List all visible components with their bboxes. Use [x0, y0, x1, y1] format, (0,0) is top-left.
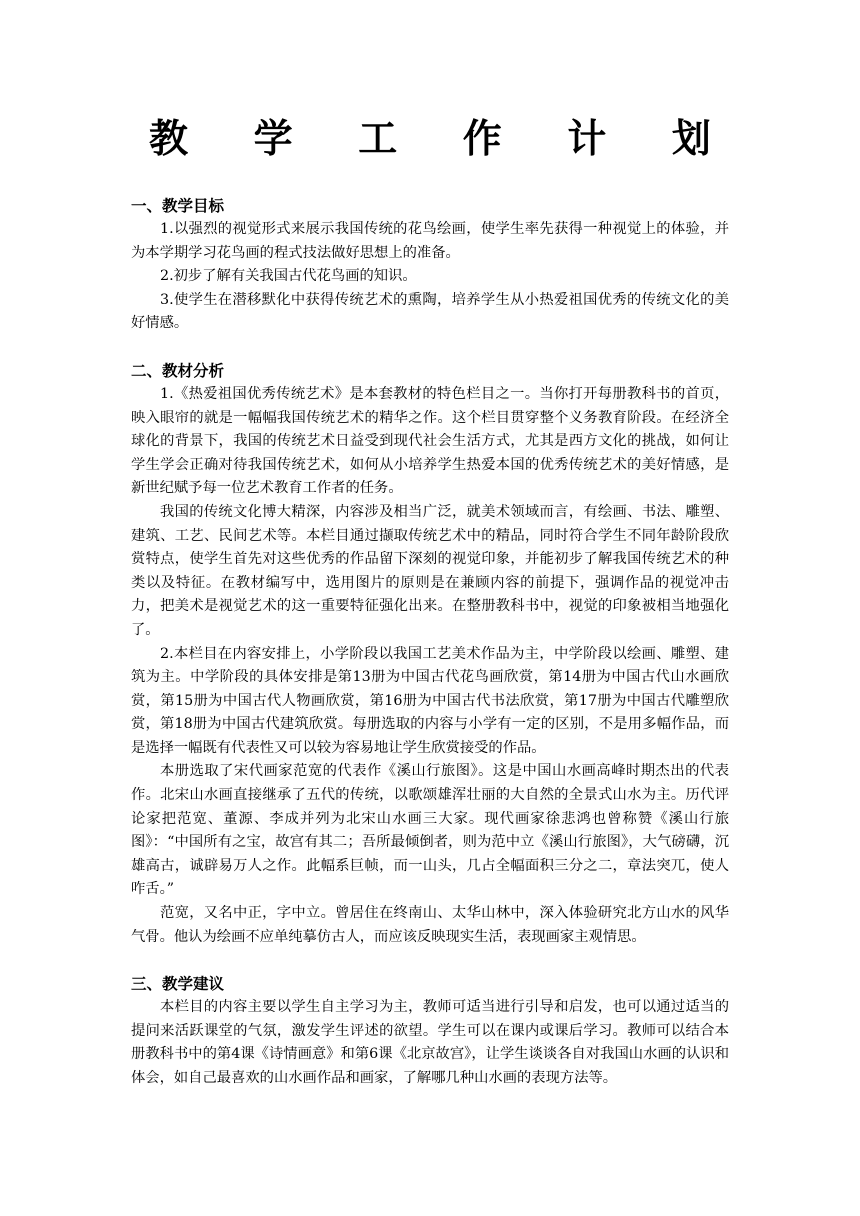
paragraph: 范宽，又名中正，字中立。曾居住在终南山、太华山林中，深入体验研究北方山水的风华气骨。他认为绘画不应单纯摹仿古人，而应该反映现实生活，表现画家主观情思。	[131, 905, 729, 945]
section-textbook-analysis	[131, 359, 729, 949]
paragraph: 1.以强烈的视觉形式来展示我国传统的花鸟绘画，使学生率先获得一种视觉上的体验，并为本学期学习花鸟画的程式技法做好思想上的准备。	[131, 221, 729, 261]
section-teaching-suggestions	[131, 972, 729, 1090]
paragraph: 2.本栏目在内容安排上，小学阶段以我国工艺美术作品为主，中学阶段以绘画、雕塑、建筑为主。中学阶段的具体安排是第13册为中国古代花鸟画欣赏，第14册为中国古代山水画欣赏，第15册为中国古代人物画欣赏，第16册为中国古代书法欣赏，第17册为中国古代雕塑欣赏，第18册为中国古代建筑欣赏。每册选取的内容与小学有一定的区别，不是用多幅作品，而是选择一幅既有代表性又可以较为容易地让学生欣赏接受的作品。	[131, 645, 729, 756]
paragraph: 1.《热爱祖国优秀传统艺术》是本套教材的特色栏目之一。当你打开每册教科书的首页，映入眼帘的就是一幅幅我国传统艺术的精华之作。这个栏目贯穿整个义务教育阶段。在经济全球化的背景下，我国的传统艺术日益受到现代社会生活方式，尤其是西方文化的挑战，如何让学生学会正确对待我国传统艺术，如何从小培养学生热爱本国的优秀传统艺术的美好情感，是新世纪赋予每一位艺术教育工作者的任务。	[131, 385, 729, 497]
page-title: 教 学 工 作 计 划	[149, 116, 737, 162]
paragraph: 我国的传统文化博大精深，内容涉及相当广泛，就美术领域而言，有绘画、书法、雕塑、建筑、工艺、民间艺术等。本栏目通过撷取传统艺术中的精品，同时符合学生不同年龄阶段欣赏特点，使学生首先对这些优秀的作品留下深刻的视觉印象，并能初步了解我国传统艺术的种类以及特征。在教材编写中，选用图片的原则是在兼顾内容的前提下，强调作品的视觉冲击力，把美术是视觉艺术的这一重要特征强化出来。在整册教科书中，视觉的印象被相当地强化了。	[131, 503, 729, 638]
paragraph: 本栏目的内容主要以学生自主学习为主，教师可适当进行引导和启发，也可以通过适当的提问来活跃课堂的气氛，激发学生评述的欲望。学生可以在课内或课后学习。教师可以结合本册教科书中的第4课《诗情画意》和第6课《北京故宫》，让学生谈谈各自对我国山水画的认识和体会，如自己最喜欢的山水画作品和画家，了解哪几种山水画的表现方法等。	[131, 999, 729, 1086]
section-heading: 三、教学建议	[131, 975, 225, 994]
paragraph: 3.使学生在潜移默化中获得传统艺术的熏陶，培养学生从小热爱祖国优秀的传统文化的美好情感。	[131, 291, 729, 332]
section-teaching-goals	[131, 194, 729, 336]
section-heading: 一、教学目标	[131, 197, 225, 215]
section-heading: 二、教材分析	[131, 361, 225, 380]
paragraph: 本册选取了宋代画家范宽的代表作《溪山行旅图》。这是中国山水画高峰时期杰出的代表作。北宋山水画直接继承了五代的传统，以歌颂雄浑壮丽的大自然的全景式山水为主。历代评论家把范宽、董源、李成并列为北宋山水画三大家。现代画家徐悲鸿也曾称赞《溪山行旅图》：“中国所有之宝，故宫有其二；吾所最倾倒者，则为范中立《溪山行旅图》，大气磅礴，沉雄高古，诚辟易万人之作。此幅系巨帧，而一山头，几占全幅面积三分之二，章法突兀，使人咋舌。”	[131, 763, 729, 898]
paragraph: 2.初步了解有关我国古代花鸟画的知识。	[160, 268, 417, 285]
document-body	[131, 194, 729, 1091]
